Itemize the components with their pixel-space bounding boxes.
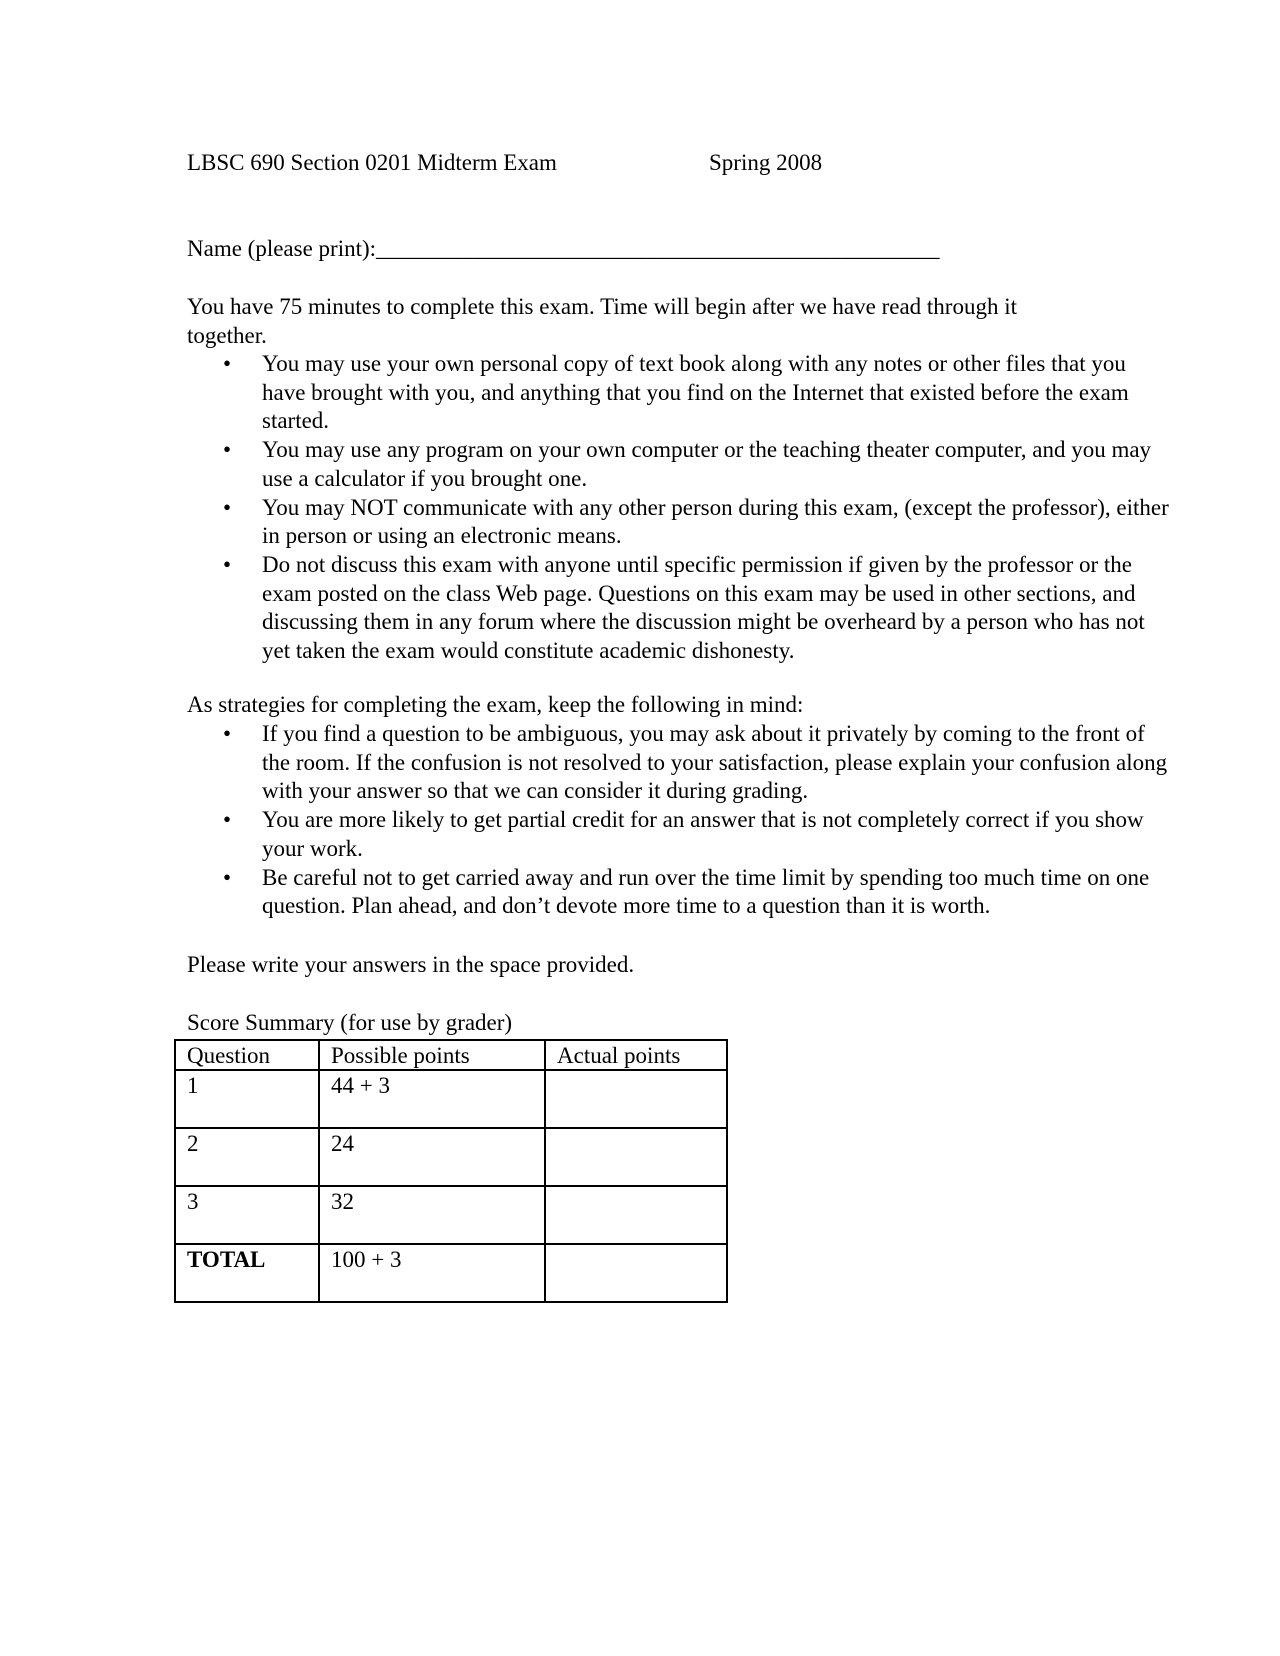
header-actual-points: Actual points — [545, 1040, 727, 1070]
strategy-text: Be careful not to get carried away and run over the time limit by spending too much time on one question. Plan ahead, and don’t devote more time to a question than it is worth. — [262, 864, 1150, 919]
rule-text: Do not discuss this exam with anyone until specific permission if given by the professor or the exam posted on the class Web page. Questions on this exam may be used in other sections, and discussing them in any forum where the discussion might be overheard by a person who has not yet taken the exam would constitute academic dishonesty. — [262, 551, 1145, 664]
question-cell: 2 — [175, 1128, 319, 1186]
exam-title: LBSC 690 Section 0201 Midterm Exam — [187, 150, 557, 175]
strategies-list — [187, 720, 1187, 921]
bullet-icon: • — [223, 807, 232, 833]
rule-text: You may NOT communicate with any other person during this exam, (except the professor), either in person or using an electronic means. — [262, 494, 1169, 549]
rule-text: You may use any program on your own computer or the teaching theater computer, and you may use a calculator if you brought one. — [262, 437, 1152, 491]
table-row — [175, 1070, 727, 1128]
actual-points-cell[interactable] — [545, 1128, 727, 1186]
bullet-icon: • — [223, 494, 232, 520]
name-line: Name (please print):_________________________________________________ — [187, 236, 940, 261]
rule-text: You may use your own personal copy of text book along with any notes or other files that you have brought with you, and anything that you find on the Internet that existed before the exam started. — [262, 351, 1129, 434]
bullet-icon: • — [223, 864, 232, 890]
header-question: Question — [175, 1040, 319, 1070]
intro-line-2: together. — [187, 323, 267, 348]
bullet-icon: • — [223, 437, 232, 463]
list-item — [187, 806, 1187, 863]
question-cell: 3 — [175, 1186, 319, 1244]
actual-points-total-cell[interactable] — [545, 1244, 727, 1302]
possible-points-total-cell: 100 + 3 — [319, 1244, 545, 1302]
bullet-icon: • — [223, 721, 232, 746]
table-row-total — [175, 1244, 727, 1302]
list-item — [187, 720, 1187, 806]
table-row — [175, 1128, 727, 1186]
bullet-icon: • — [223, 351, 232, 376]
list-item — [187, 494, 1187, 551]
actual-points-cell[interactable] — [545, 1070, 727, 1128]
question-cell: 1 — [175, 1070, 319, 1128]
strategy-text: If you find a question to be ambiguous, you may ask about it privately by coming to the front of the room. If the confusion is not resolved to your satisfaction, please explain your confusion along with your answer so that we can consider it during grading. — [262, 721, 1168, 804]
answer-note: Please write your answers in the space provided. — [187, 952, 635, 977]
bullet-icon: • — [223, 551, 232, 577]
list-item — [187, 436, 1187, 493]
strategies-intro: As strategies for completing the exam, keep the following in mind: — [187, 692, 804, 717]
table-row — [175, 1186, 727, 1244]
header-possible-points: Possible points — [319, 1040, 545, 1070]
score-summary-table — [174, 1039, 728, 1303]
table-header-row — [175, 1040, 727, 1070]
score-summary-caption: Score Summary (for use by grader) — [187, 1010, 513, 1035]
list-item — [187, 551, 1187, 666]
list-item — [187, 864, 1187, 921]
possible-points-cell: 32 — [319, 1186, 545, 1244]
rules-list — [187, 350, 1187, 666]
actual-points-cell[interactable] — [545, 1186, 727, 1244]
possible-points-cell: 44 + 3 — [319, 1070, 545, 1128]
possible-points-cell: 24 — [319, 1128, 545, 1186]
strategy-text: You are more likely to get partial credit for an answer that is not completely correct if you show your work. — [262, 807, 1144, 861]
list-item — [187, 350, 1187, 436]
intro-line-1: You have 75 minutes to complete this exam. Time will begin after we have read through it — [187, 294, 1017, 319]
total-label-cell: TOTAL — [175, 1244, 319, 1302]
exam-term: Spring 2008 — [709, 150, 823, 175]
